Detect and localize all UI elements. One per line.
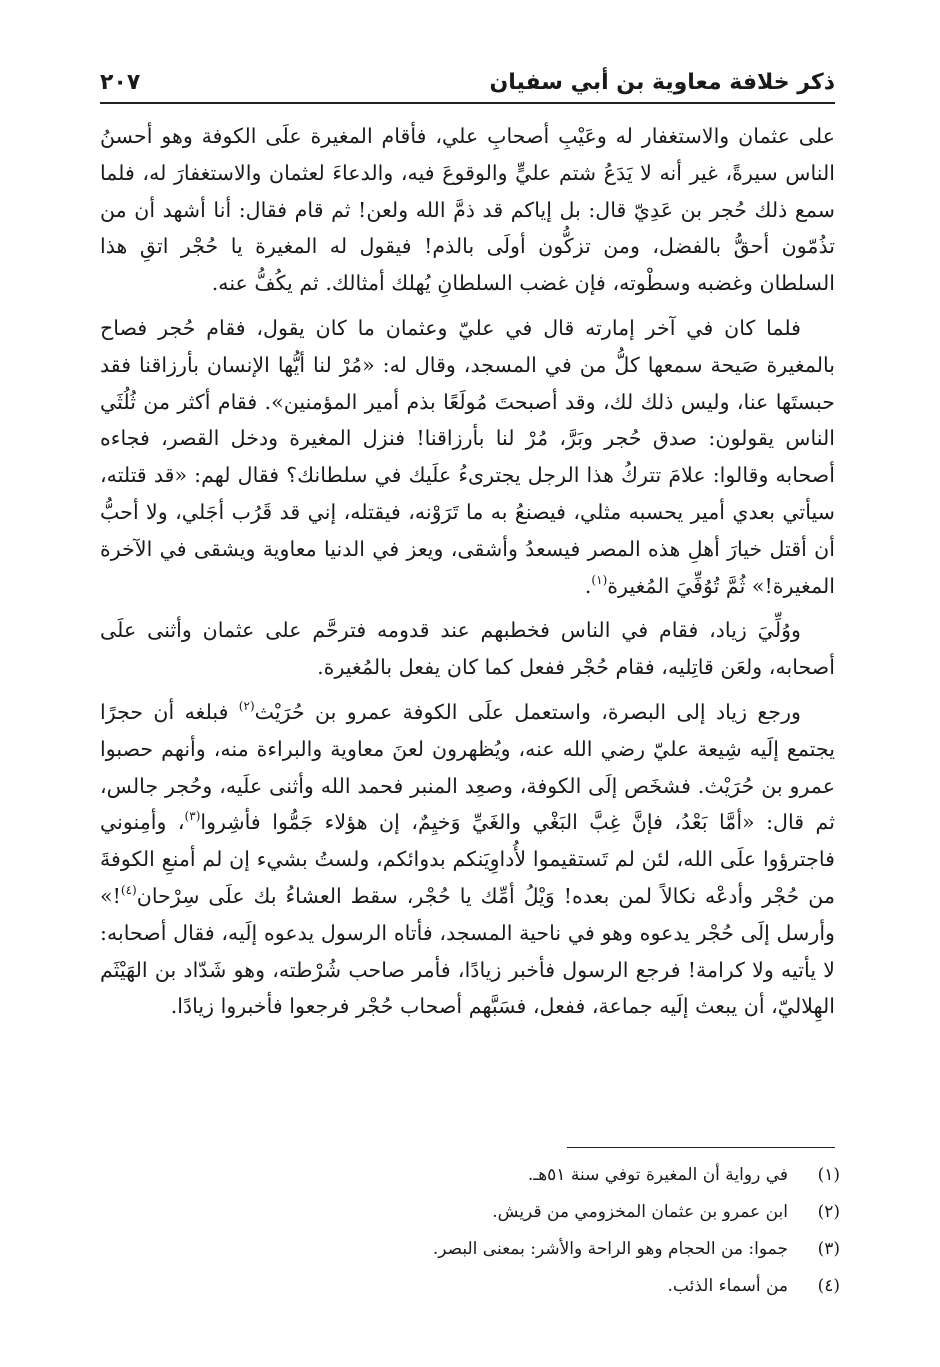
footnote-text: جموا: من الحجام وهو الراحة والأشر: بمعنى البصر. [432,1239,788,1259]
footnote-number: (٤) [817,1276,840,1296]
footnote-2 [100,1197,840,1227]
footnote-number: (٢) [817,1202,840,1222]
footnote-ref-4[interactable]: (٤) [120,882,137,897]
paragraph-3 [100,612,835,686]
footnote-ref-3[interactable]: (٣) [184,809,201,824]
footnote-number: (٣) [817,1239,840,1259]
footnote-number: (١) [817,1165,840,1185]
paragraph-text: ورجع زياد إلى البصرة، واستعمل علَى الكوفة عمرو بن حُرَيْث [254,699,801,724]
paragraph-text: على عثمان والاستغفار له وعَيْبِ أصحابِ علي، فأقام المغيرة علَى الكوفة وهو أحسنُ الناس سيرةً، غير أنه لا يَدَعُ شتم عليٍّ والوقوعَ فيه، والدعاءَ لعثمان والاستغفارَ له، فلما سمع ذلك حُجر بن عَدِيّ قال: بل إياكم قد ذمَّ الله ولعن! ثم قام فقال: أنا أشهد أن من تذُمّون أحقُّ بالفضل، ومن تزكُّون أولَى بالذم! فيقول له المغيرة يا حُجْر اتقِ هذا السلطان وغضبه وسطْوته، فإن غضب السلطانِ يُهلك أمثالك. ثم يكُفُّ عنه. [100,124,835,296]
paragraph-text: فلما كان في آخر إمارته قال في عليّ وعثمان ما كان يقول، فقام حُجر فصاح بالمغيرة صَيحة سمعها كلُّ من في المسجد، وقال له: «مُرْ لنا أيُّها الإنسان بأرزاقنا فقد حبستَها عنا، وليس ذلك لك، وقد أصبحتَ مُولَعًا بذم أمير المؤمنين». فقام أكثر من ثُلُثَي الناس يقولون: صدق حُجر وبَرَّ، مُرْ لنا بأرزاقنا! فنزل المغيرة ودخل القصر، فجاءه أصحابه وقالوا: علامَ تتركُ هذا الرجل يجترىءُ علَيك في سلطانك؟ فقال لهم: «قد قتلته، سيأتي بعدي أمير يحسبه مثلي، فيصنعُ به ما تَرَوْنه، فيقتله، إني قد قَرُب أجَلي، ولا أحبُّ أن أقتل خيارَ أهلِ هذه المصر فيسعدُ وأشقى، ويعز في الدنيا معاوية ويشقى في الآخرة المغيرة!» ثُمَّ تُوُفِّيَ المُغيرة [100,315,835,598]
footnote-ref-2[interactable]: (٢) [238,698,255,713]
footnote-4 [100,1271,840,1301]
page-number: ٢٠٧ [100,69,141,95]
footnote-1 [100,1160,840,1190]
footnote-text: في رواية أن المغيرة توفي سنة ٥١هـ. [527,1165,788,1185]
paragraph-text: فبلغه أن حجرًا يجتمع إلَيه شِيعة عليّ رضي الله عنه، ويُظهرون لعنَ معاوية والبراءة منه، وأنهم حصبوا عمرو بن حُرَيْث. فشخَص إلَى الكوفة، وصعِد المنبر فحمد الله وأثنى علَيه، وحُجر جالس، ثم قال: «أمَّا بَعْدُ، فإنَّ غِبَّ البَغْي والغَيِّ وَخيِمٌ، إن هؤلاء جَمُّوا فأشِروا [100,699,835,835]
paragraph-text: !» وأرسل إلَى حُجْر يدعوه وهو في ناحية المسجد، فأتاه الرسول يدعوه إلَيه، فقال أصحابه: لا يأتيه ولا كرامة! فرجع الرسول فأخبر زيادًا، فأمر صاحب شُرْطته، وهو شَدّاد بن الهَيْثَم الهِلاليّ، أن يبعث إلَيه جماعة، ففعل، فسَبَّهم أصحاب حُجْر فرجعوا فأخبروا زيادًا. [100,883,835,1019]
footnote-text: ابن عمرو بن عثمان المخزومي من قريش. [492,1202,788,1222]
footnote-3 [100,1234,840,1264]
paragraph-text: ووُلِّيَ زياد، فقام في الناس فخطبهم عند قدومه فترحَّم على عثمان وأثنى علَى أصحابه، ولعَن قاتِليه، فقام حُجْر ففعل كما كان يفعل بالمُغيرة. [100,618,835,680]
running-header [100,62,835,104]
paragraph-1 [100,118,835,302]
paragraph-2 [100,310,835,604]
paragraph-4 [100,694,835,1025]
period: . [584,573,592,598]
footnote-text: من أسماء الذئب. [667,1276,788,1296]
main-text [100,118,835,1033]
footnote-separator [567,1147,835,1148]
chapter-title: ذكر خلافة معاوية بن أبي سفيان [489,69,835,95]
paragraph-text: ، وأمِنوني فاجترؤوا علَى الله، لئن لم تَستقيموا لأُداوِيَنكم بدوائكم، ولستُ بشيء إن لم أمنعِ الكوفةَ من حُجْر وأدعْه نكالاً لمن بعده! وَيْلُ أمِّك يا حُجْر، سقط العشاءُ بك علَى سِرْحان [100,810,835,908]
footnotes [100,1160,840,1308]
footnote-ref-1[interactable]: (١) [591,572,608,587]
